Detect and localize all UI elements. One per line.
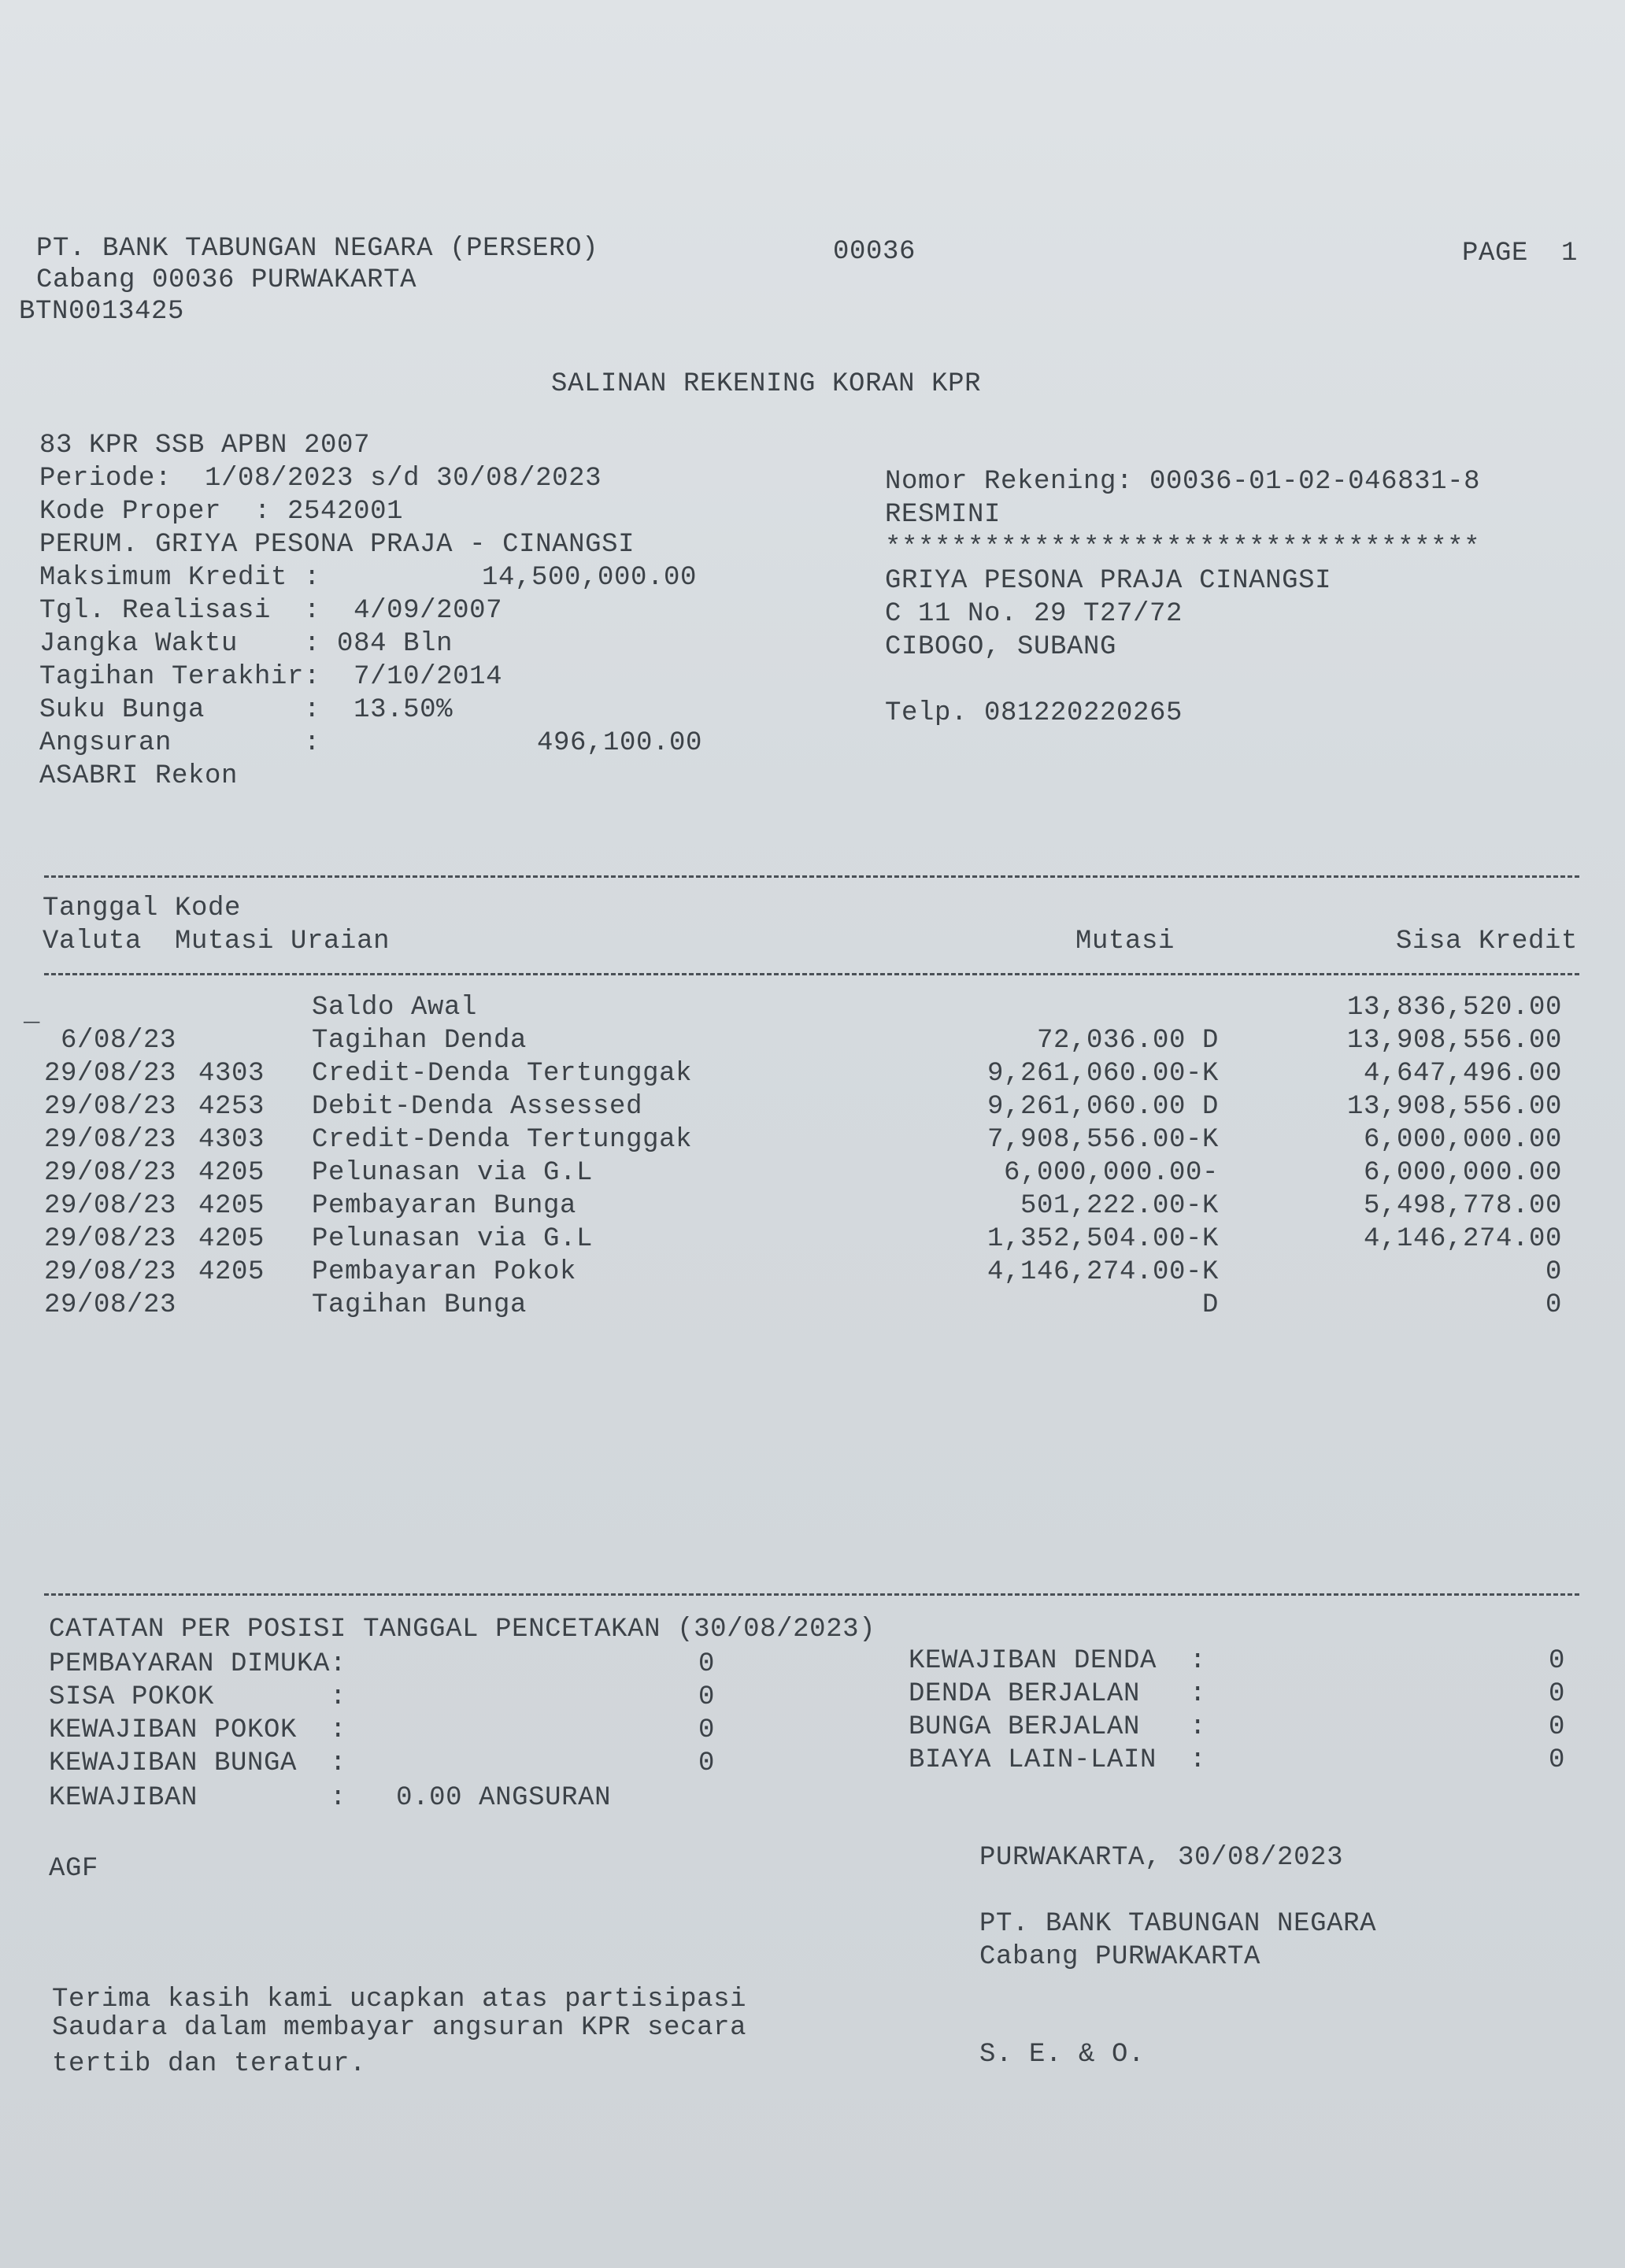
summary-left-label: PEMBAYARAN DIMUKA: [49,1649,347,1679]
row-balance: 4,647,496.00 [1363,1059,1562,1089]
interest-rate: Suku Bunga : 13.50% [39,695,453,725]
place-date: PURWAKARTA, 30/08/2023 [979,1843,1344,1873]
document-title: SALINAN REKENING KORAN KPR [551,369,982,399]
table-row [0,1223,1625,1256]
row-balance: 0 [1545,1257,1562,1287]
row-code: 4253 [198,1092,265,1122]
row-date: 29/08/23 [44,1059,177,1089]
row-description: Pembayaran Pokok [312,1257,577,1287]
summary-left-label: KEWAJIBAN POKOK : [49,1715,347,1745]
signature-bank: PT. BANK TABUNGAN NEGARA [979,1909,1377,1939]
thanks-line-2: Saudara dalam membayar angsuran KPR secara [52,2013,747,2043]
row-date: 29/08/23 [44,1125,177,1155]
row-description: Saldo Awal [312,993,478,1023]
row-balance: 0 [1545,1290,1562,1320]
summary-left-value: 0 [698,1649,715,1679]
row-date: 6/08/23 [44,1026,177,1056]
row-mutasi: 501,222.00-K [1020,1191,1219,1221]
row-description: Tagihan Bunga [312,1290,527,1320]
summary-left-value: 0 [698,1715,715,1745]
table-head-line-2: Valuta Mutasi Uraian [43,927,391,956]
summary-left-value: 0 [698,1682,715,1712]
summary-right-value: 0 [1548,1679,1565,1709]
row-description: Pelunasan via G.L [312,1224,594,1254]
address-line-1: GRIYA PESONA PRAJA CINANGSI [885,566,1332,596]
realization-date: Tgl. Realisasi : 4/09/2007 [39,596,503,626]
page-number: PAGE 1 [1461,239,1578,268]
row-date: 29/08/23 [44,1092,177,1122]
row-description: Credit-Denda Tertunggak [312,1125,693,1155]
row-mutasi: 1,352,504.00-K [986,1224,1219,1254]
address-line-2: C 11 No. 29 T27/72 [885,599,1183,629]
thanks-line-1: Terima kasih kami ucapkan atas partisipasi [52,1985,747,2015]
document-id: BTN0013425 [19,297,185,327]
branch-line: Cabang 00036 PURWAKARTA [36,265,417,295]
officer-initials: AGF [49,1854,99,1884]
table-row [0,992,1625,1025]
summary-left-label: KEWAJIBAN BUNGA : [49,1748,347,1778]
row-description: Pembayaran Bunga [312,1191,577,1221]
account-number: Nomor Rekening: 00036-01-02-046831-8 [885,467,1481,497]
summary-right-label: DENDA BERJALAN : [909,1679,1207,1709]
row-balance: 5,498,778.00 [1363,1191,1562,1221]
row-mutasi: 72,036.00 D [1036,1026,1219,1056]
row-date: 29/08/23 [44,1224,177,1254]
branch-code: 00036 [833,237,916,267]
row-code: 4303 [198,1059,265,1089]
divider [44,875,1579,878]
row-code: 4205 [198,1158,265,1188]
table-row [0,1058,1625,1091]
errors-omissions-note: S. E. & O. [979,2040,1146,2070]
term: Jangka Waktu : 084 Bln [39,629,453,659]
summary-left-label: SISA POKOK : [49,1682,347,1712]
period: Periode: 1/08/2023 s/d 30/08/2023 [39,464,602,494]
summary-title: CATATAN PER POSISI TANGGAL PENCETAKAN (30/08/2023) [49,1615,876,1645]
phone: Telp. 081220220265 [885,698,1183,728]
table-row [0,1289,1625,1323]
divider [44,973,1579,975]
table-row [0,1025,1625,1058]
row-mutasi: 6,000,000.00- [1003,1158,1219,1188]
row-mutasi: 9,261,060.00-K [986,1059,1219,1089]
kode-proper: Kode Proper : 2542001 [39,497,404,527]
table-head-line-1: Tanggal Kode [43,894,242,923]
table-row [0,1124,1625,1157]
row-date: 29/08/23 [44,1158,177,1188]
column-sisa-kredit: Sisa Kredit [1395,927,1578,956]
summary-left-value: 0 [698,1748,715,1778]
summary-right-label: BIAYA LAIN-LAIN : [909,1745,1207,1775]
row-code: 4205 [198,1257,265,1287]
perum-name: PERUM. GRIYA PESONA PRAJA - CINANGSI [39,530,635,560]
row-mutasi: D [1201,1290,1219,1320]
table-row [0,1091,1625,1124]
max-credit-label: Maksimum Kredit : [39,563,321,593]
row-description: Tagihan Denda [312,1026,527,1056]
row-balance: 6,000,000.00 [1363,1125,1562,1155]
summary-right-label: KEWAJIBAN DENDA : [909,1646,1207,1676]
row-mutasi: 7,908,556.00-K [986,1125,1219,1155]
star-separator: ************************************ [885,533,1481,563]
row-description: Debit-Denda Assessed [312,1092,643,1122]
bank-name: PT. BANK TABUNGAN NEGARA (PERSERO) [36,234,599,264]
row-code: 4303 [198,1125,265,1155]
thanks-line-3: tertib dan teratur. [52,2049,367,2079]
row-balance: 13,908,556.00 [1346,1092,1562,1122]
table-row [0,1190,1625,1223]
max-credit-value: 14,500,000.00 [482,563,698,593]
row-mutasi: 4,146,274.00-K [986,1257,1219,1287]
row-date: 29/08/23 [44,1257,177,1287]
signature-branch: Cabang PURWAKARTA [979,1942,1261,1972]
row-balance: 4,146,274.00 [1363,1224,1562,1254]
summary-right-label: BUNGA BERJALAN : [909,1712,1207,1742]
table-row [0,1256,1625,1289]
last-bill-date: Tagihan Terakhir: 7/10/2014 [39,662,503,692]
row-balance: 13,836,520.00 [1346,993,1562,1023]
installment-value: 496,100.00 [537,728,703,758]
row-balance: 13,908,556.00 [1346,1026,1562,1056]
row-code: 4205 [198,1224,265,1254]
summary-right-value: 0 [1548,1712,1565,1742]
summary-kewajiban: KEWAJIBAN : 0.00 ANGSURAN [49,1783,612,1813]
column-mutasi: Mutasi [1075,927,1175,956]
cursor-mark: _ [24,999,41,1029]
row-date: 29/08/23 [44,1191,177,1221]
asabri-note: ASABRI Rekon [39,761,239,791]
summary-right-value: 0 [1548,1745,1565,1775]
summary-right-value: 0 [1548,1646,1565,1676]
row-date: 29/08/23 [44,1290,177,1320]
row-code: 4205 [198,1191,265,1221]
program-name: 83 KPR SSB APBN 2007 [39,431,371,461]
installment-label: Angsuran : [39,728,321,758]
row-balance: 6,000,000.00 [1363,1158,1562,1188]
row-description: Credit-Denda Tertunggak [312,1059,693,1089]
row-description: Pelunasan via G.L [312,1158,594,1188]
row-mutasi: 9,261,060.00 D [986,1092,1219,1122]
table-row [0,1157,1625,1190]
divider [44,1593,1579,1596]
customer-name: RESMINI [885,500,1001,530]
address-line-3: CIBOGO, SUBANG [885,632,1117,662]
